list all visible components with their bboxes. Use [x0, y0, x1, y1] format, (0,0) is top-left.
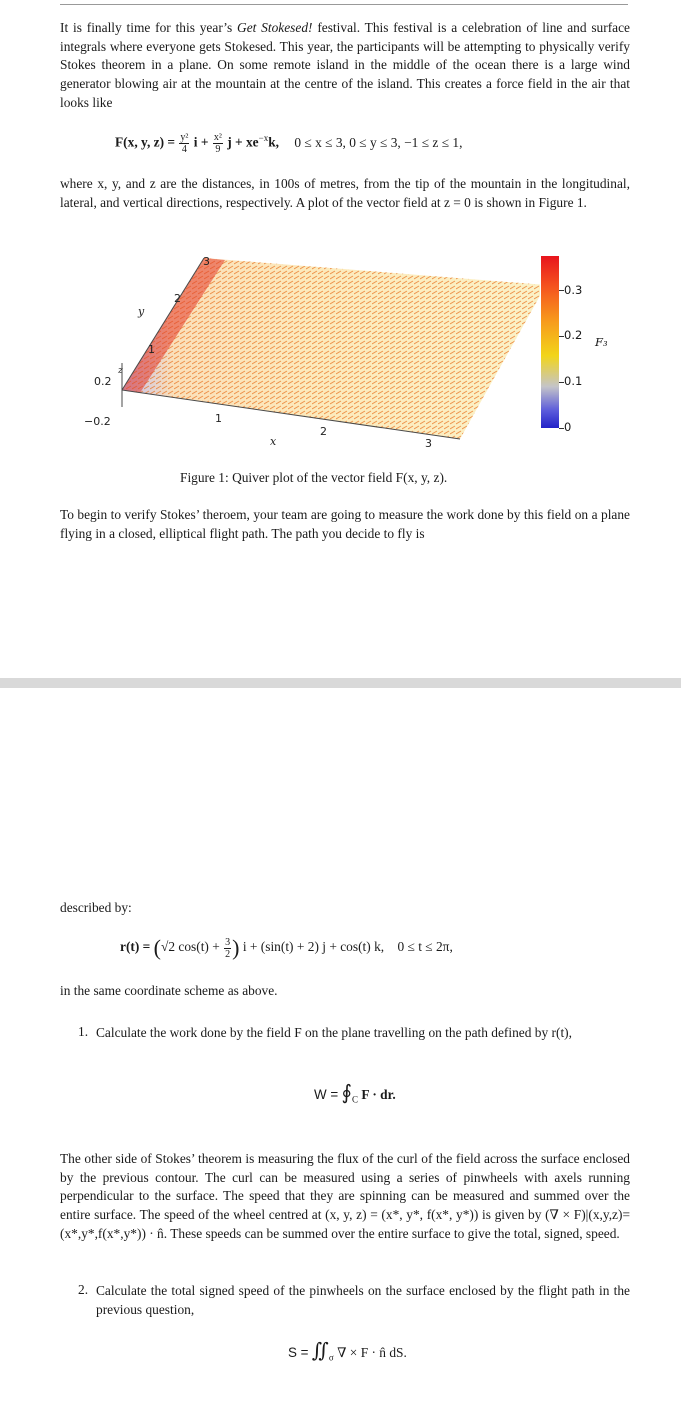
- q1-text: Calculate the work done by the field F on the plane travelling on the path defined by r(t),: [96, 1025, 572, 1040]
- curl-paragraph: The other side of Stokes’ theorem is measuring the flux of the curl of the field across the surface enclosed by the previous contour. The curl can be measured using a series of pinwheels with axels running perpendicular to the surface. The speed that they are spinning can be measured and summed over the entire surface. The speed of the wheel centred at (x, y, z) = (x*, y*, f(x*, y*)) is given by (∇ × F)|(x,y,z)=(x*,y*,f(x*,y*)) · n̂. These speeds can be summed over the entire surface to give the total, signed, speed.: [60, 1151, 630, 1241]
- colorbar-tick-0.1: 0.1: [564, 374, 583, 388]
- z-axis-label: z: [118, 366, 123, 376]
- work-integral: $W = ∮_C$ F · dr.: [314, 1082, 396, 1105]
- z-tick-neg: −0.2: [84, 415, 111, 428]
- y-tick-2: 2: [174, 292, 181, 305]
- field-eq-lhs: F(x, y, z) =: [115, 134, 176, 150]
- field-arrows: [122, 258, 540, 439]
- x-tick-2: 2: [320, 425, 327, 438]
- colorbar: [541, 256, 559, 428]
- y-tick-1: 1: [148, 343, 155, 356]
- x-axis-label: x: [270, 435, 277, 448]
- coordinate-scheme: in the same coordinate scheme as above.: [60, 983, 278, 998]
- quiver-plot: [60, 245, 540, 455]
- field-eq-frac1: $\frac{\text{y²}}{4}$: [180, 132, 189, 155]
- figure-caption: Figure 1: Quiver plot of the vector field F(x, y, z).: [180, 470, 448, 485]
- domain-paragraph: where x, y, and z are the distances, in 100s of metres, from the tip of the mountain in the longitudinal, lateral, and vertical directions, respectively. A plot of the vector field at z = 0 is shown in Figure 1.: [60, 176, 630, 210]
- colorbar-label: F₃: [595, 335, 608, 349]
- flight-paragraph: To begin to verify Stokes’ theroem, your team are going to measure the work done by this field on a plane flying in a closed, elliptical flight path. The path you decide to fly is: [60, 507, 630, 541]
- described-by: described by:: [60, 900, 132, 915]
- x-tick-3: 3: [425, 437, 432, 450]
- y-axis-label: y: [138, 305, 145, 318]
- q2-text: Calculate the total signed speed of the pinwheels on the surface enclosed by the flight path in the previous question,: [96, 1283, 630, 1317]
- flux-integral: $S = ∬_\sigma$ ∇ × F · n̂ dS.: [288, 1340, 407, 1363]
- top-rule: [60, 4, 628, 5]
- page-divider: [0, 678, 681, 688]
- intro-paragraph: It is finally time for this year’s Get Stokesed! festival. This festival is a celebration of line and surface integrals where everyone gets Stokesed. This year, the participants will be attempting to physically verify Stokes theorem in a plane. On some remote island in the middle of the ocean there is a large wind generator blowing air at the mountain at the centre of the island. This creates a force field in the air that looks like: [60, 20, 630, 110]
- z-tick-pos: 0.2: [94, 375, 112, 388]
- field-eq-frac2: $\frac{\text{x²}}{9}$: [213, 132, 222, 155]
- colorbar-tick-0.3: 0.3: [564, 283, 583, 297]
- festival-name: Get Stokesed!: [237, 20, 313, 35]
- x-tick-1: 1: [215, 412, 222, 425]
- field-equation: F(x, y, z) = $\frac{\text{y²}}{4}$ i + $\frac{\text{x²}}{9}$ $j + xe^{-x}k$, 0 ≤ x ≤ 3, 0 ≤ y ≤ 3, −1 ≤ z ≤ 1,: [115, 132, 463, 155]
- q1-number: 1.: [78, 1024, 89, 1039]
- path-equation: r(t) = (√2 cos(t) + $\frac{3}{2}$ ) i + (sin(t) + 2) j + cos(t) k, 0 ≤ t ≤ 2π,: [120, 935, 453, 960]
- colorbar-tick-0.2: 0.2: [564, 328, 583, 342]
- colorbar-tick-0: 0: [564, 420, 572, 434]
- q2-number: 2.: [78, 1282, 89, 1297]
- y-tick-3: 3: [203, 255, 210, 268]
